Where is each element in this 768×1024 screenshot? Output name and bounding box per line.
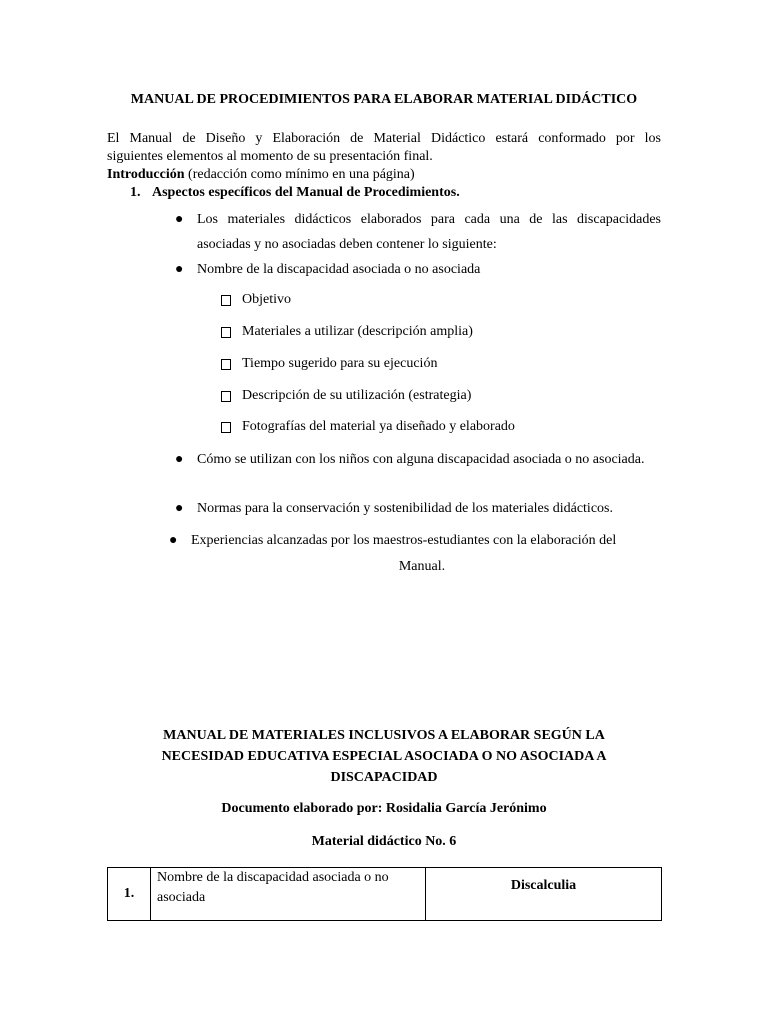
introduccion-label: Introducción <box>107 167 185 182</box>
bullet-item: Los materiales didácticos elaborados para cada una de las discapacidades asociadas y no asociadas deben contener lo siguiente: <box>197 212 661 252</box>
sub-item: Fotografías del material ya diseñado y elaborado <box>242 419 515 434</box>
row-number: 1. <box>108 868 151 921</box>
sub-item: Objetivo <box>242 292 291 307</box>
row-label: Nombre de la discapacidad asociada o no asociada <box>151 868 426 921</box>
checkbox-square-icon <box>221 295 231 306</box>
checkbox-square-icon <box>221 359 231 370</box>
material-number: Material didáctico No. 6 <box>311 834 457 849</box>
intro-paragraph <box>107 130 661 166</box>
checkbox-square-icon <box>221 391 231 402</box>
bullet-item: Cómo se utilizan con los niños con alguna discapacidad asociada o no asociada. <box>197 452 645 467</box>
bullet-icon: ● <box>175 501 184 516</box>
intro-line-1: El Manual de Diseño y Elaboración de Material Didáctico estará conformado por los <box>107 131 661 146</box>
bullet-icon: ● <box>175 212 184 227</box>
introduccion-line <box>107 166 415 184</box>
author-byline: Documento elaborado por: Rosidalia García Jerónimo <box>221 801 547 816</box>
checkbox-square-icon <box>221 422 231 433</box>
intro-line-2: siguientes elementos al momento de su presentación final. <box>107 149 433 164</box>
sub-item: Descripción de su utilización (estrategia) <box>242 388 472 403</box>
section-1-number: 1. <box>130 185 141 200</box>
bullet-icon: ● <box>175 262 184 277</box>
title2-line-3: DISCAPACIDAD <box>330 770 438 785</box>
section-1-title: Aspectos específicos del Manual de Procedimientos. <box>152 185 460 200</box>
bullet-item: Normas para la conservación y sostenibilidad de los materiales didácticos. <box>197 501 613 516</box>
experiencias-line-2: Manual. <box>398 559 446 574</box>
section-1-heading <box>130 184 460 202</box>
info-table <box>107 867 662 921</box>
bullet-icon: ● <box>175 452 184 467</box>
manual-materiales-title <box>0 725 768 788</box>
manual-title: MANUAL DE PROCEDIMIENTOS PARA ELABORAR MATERIAL DIDÁCTICO <box>130 92 638 107</box>
sub-item: Tiempo sugerido para su ejecución <box>242 356 438 371</box>
checkbox-square-icon <box>221 327 231 338</box>
title2-line-1: MANUAL DE MATERIALES INCLUSIVOS A ELABORAR SEGÚN LA <box>163 728 605 743</box>
bullet-icon: ● <box>169 533 178 548</box>
bullet-item: Nombre de la discapacidad asociada o no asociada <box>197 262 481 277</box>
title2-line-2: NECESIDAD EDUCATIVA ESPECIAL ASOCIADA O NO ASOCIADA A <box>161 749 607 764</box>
sub-item: Materiales a utilizar (descripción amplia) <box>242 324 473 339</box>
experiencias-line-1: Experiencias alcanzadas por los maestros-estudiantes con la elaboración del <box>191 533 617 548</box>
table-row <box>108 868 662 921</box>
introduccion-note: (redacción como mínimo en una página) <box>184 167 415 182</box>
row-value: Discalculia <box>426 868 662 921</box>
